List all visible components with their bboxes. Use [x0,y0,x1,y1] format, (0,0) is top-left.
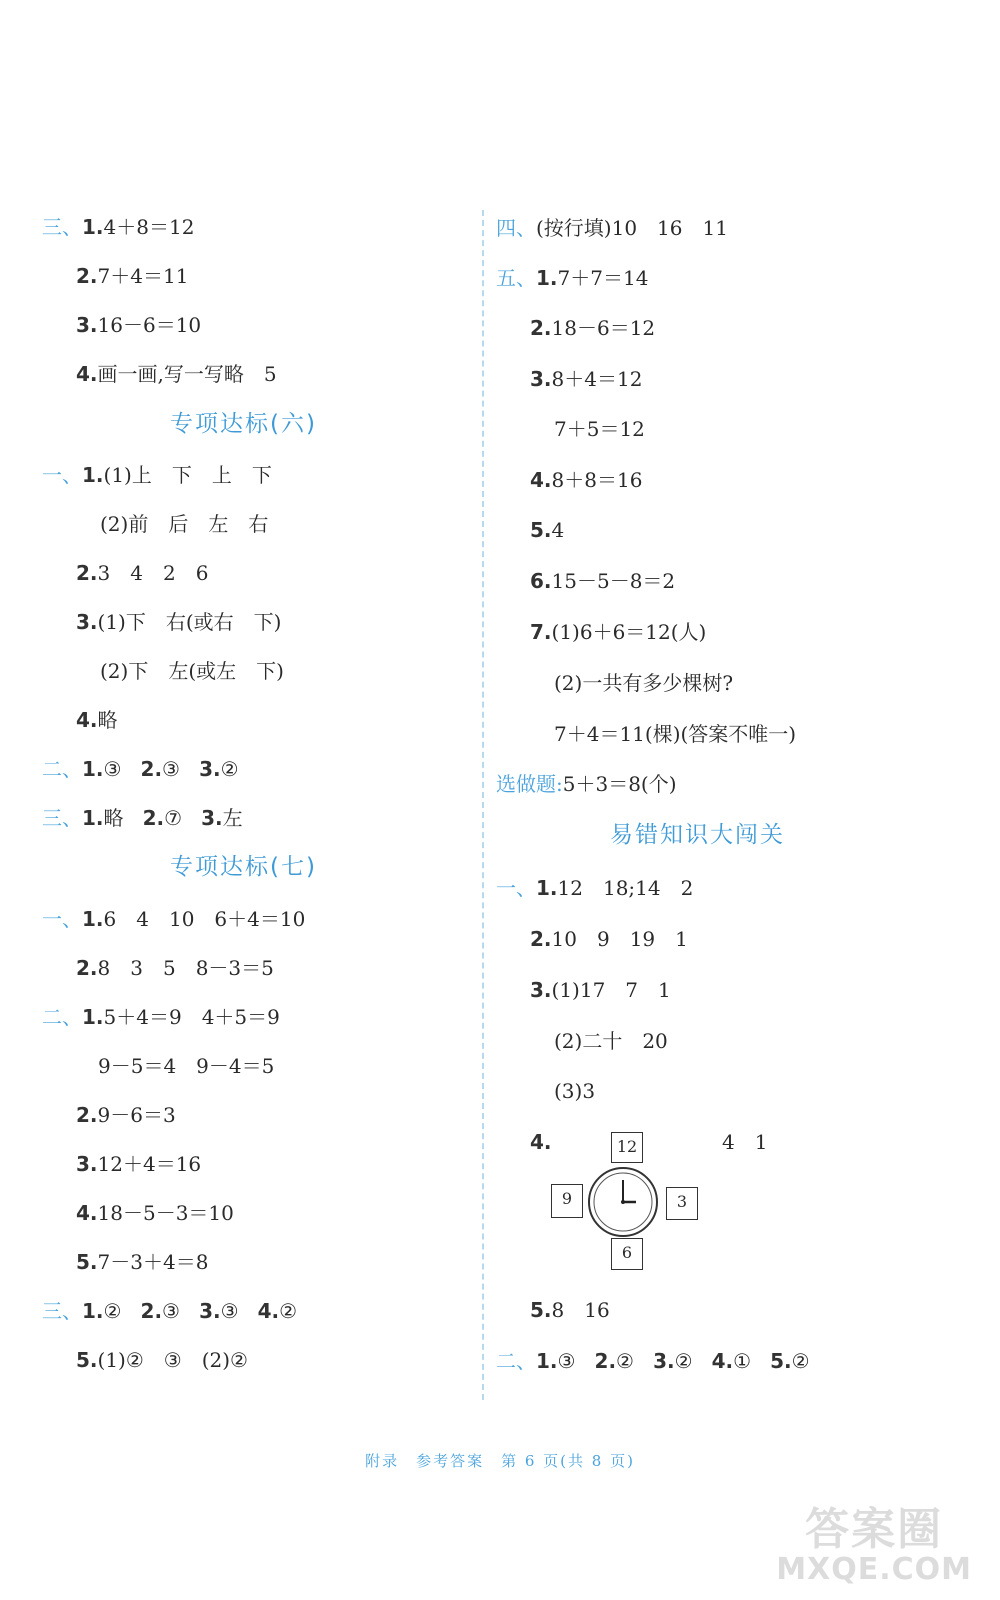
answer-text: 12＋4＝16 [97,1152,202,1176]
answer-line [530,518,564,542]
item-number: 3. [199,757,221,781]
answer-text: ② [103,1299,122,1323]
item-number: 1. [536,1349,558,1373]
clock-label-9: 9 [551,1184,583,1218]
answer-line [76,1152,201,1176]
item-number: 3. [76,1152,98,1176]
item-number: 6. [530,569,552,593]
item-number: 2. [594,1349,617,1373]
answer-text: ② [791,1349,810,1373]
answer-line [530,367,642,391]
answer-text: ② [279,1299,298,1323]
answer-line [530,927,688,951]
answer-line: (2)前 后 左 右 [100,512,269,536]
answer-text: 15－5－8＝2 [551,569,676,593]
item-number: 1. [536,266,558,290]
section-title: 专项达标(七) [170,854,317,880]
section-mark: 五、 [496,266,536,290]
section-mark: 一、 [496,876,536,900]
answer-line: (3)3 [554,1079,596,1103]
answer-line [530,1298,610,1322]
answer-line [530,1130,552,1154]
answer-line [496,876,693,900]
item-number: 4. [76,362,98,386]
item-number: 1. [82,907,104,931]
answer-text: 3 4 2 6 [97,561,209,585]
section-mark: 二、 [42,757,82,781]
answer-text: 7＋7＝14 [557,266,649,290]
answer-text: ③ [103,757,122,781]
answer-text: 4＋8＝12 [103,215,195,239]
answer-line [42,1005,280,1029]
section-title: 易错知识大闯关 [610,822,785,848]
answer-line: 7＋4＝11(棵)(答案不唯一) [554,722,797,746]
answer-line [530,978,671,1002]
column-divider [482,210,484,1400]
answer-line [76,264,188,288]
answer-text: 5＋4＝9 4＋5＝9 [103,1005,280,1029]
answer-text: 7－3＋4＝8 [97,1250,209,1274]
answer-line [530,569,675,593]
item-number: 2. [140,757,163,781]
item-number: 4. [257,1299,280,1323]
answer-line [42,1299,297,1323]
section-mark: 二、 [496,1349,536,1373]
answer-text: 5＋3＝8(个) [562,772,677,796]
answer-line [76,708,118,732]
section-mark: 三、 [42,215,82,239]
item-number: 5. [76,1250,98,1274]
answer-text: 10 9 19 1 [551,927,688,951]
answer-text: (按行填)10 16 11 [536,216,728,240]
section-title: 专项达标(六) [170,411,317,437]
item-number: 2. [142,806,165,830]
answer-text: (1)17 7 1 [551,978,671,1002]
item-number: 1. [82,215,104,239]
item-number: 1. [82,1005,104,1029]
item-number: 7. [530,620,552,644]
answer-text: 略 [97,708,118,732]
watermark-url: MXQE.COM [776,1552,972,1587]
item-number: 2. [76,264,98,288]
answer-line [42,806,243,830]
answer-text: ② [616,1349,634,1373]
answer-text: 16－6＝10 [97,313,202,337]
item-number: 2. [76,1103,98,1127]
watermark-logo [776,1506,972,1586]
answer-line [76,1250,208,1274]
answer-text: ③ [557,1349,576,1373]
answer-line [76,561,208,585]
answer-text: 7＋4＝11 [97,264,189,288]
answer-text: 左 [222,806,243,830]
answer-line [76,610,281,634]
item-number: 2. [76,561,98,585]
item-number: 3. [199,1299,221,1323]
answer-text: 18－6＝12 [551,316,656,340]
answer-text: ③ [162,1299,180,1323]
clock-label-6: 6 [611,1238,643,1270]
section-mark: 三、 [42,1299,82,1323]
item-number: 5. [530,518,552,542]
answer-text: 12 18;14 2 [557,876,694,900]
answer-line [496,772,677,796]
answer-text: ① [733,1349,752,1373]
section-mark: 二、 [42,1005,82,1029]
item-number: 3. [653,1349,675,1373]
answer-line [42,907,305,931]
answer-text: (1)上 下 上 下 [103,463,272,487]
answer-text: ② [674,1349,693,1373]
item-number: 1. [82,757,104,781]
answer-line [76,1348,248,1372]
item-number: 2. [76,956,98,980]
item-number: 3. [201,806,223,830]
item-number: 5. [530,1298,552,1322]
answer-line: 9－5＝4 9－4＝5 [98,1054,275,1078]
answer-text: 6 4 10 6＋4＝10 [103,907,306,931]
answer-line [76,362,277,386]
section-mark: 一、 [42,463,82,487]
answer-text: (1)② ③ (2)② [97,1348,248,1372]
answer-text: 画一画,写一写略 5 [97,362,277,386]
item-number: 5. [76,1348,98,1372]
item-number: 3. [530,978,552,1002]
page-footer: 附录 参考答案 第 6 页(共 8 页) [365,1452,635,1470]
item-number: 3. [76,610,98,634]
answer-line [76,1103,176,1127]
answer-text: 4 1 [722,1130,768,1154]
watermark-text: 答案圈 [805,1504,944,1555]
item-number: 3. [76,313,98,337]
answer-line [42,215,194,239]
answer-line [496,216,728,240]
answer-line [496,1349,810,1373]
answer-text: 4 [551,518,565,542]
answer-text: 略 [103,806,124,830]
answer-text: 8＋8＝16 [551,468,643,492]
answer-line [42,757,239,781]
answer-text: 8＋4＝12 [551,367,643,391]
item-number: 2. [530,927,552,951]
item-number: 1. [82,463,104,487]
answer-line: (2)下 左(或左 下) [100,659,284,683]
clock-label-3: 3 [666,1187,698,1220]
item-number: 4. [76,708,98,732]
item-number: 1. [536,876,558,900]
answer-line [530,620,706,644]
answer-line [76,1201,234,1225]
item-number: 3. [530,367,552,391]
clock-label-12: 12 [611,1132,643,1163]
answer-line: (2)二十 20 [554,1029,668,1053]
item-number: 1. [82,806,104,830]
answer-text: ③ [162,757,180,781]
answer-text: ③ [220,1299,239,1323]
answer-text: ② [220,757,239,781]
answer-text: 9－6＝3 [97,1103,176,1127]
answer-line: 7＋5＝12 [554,417,645,441]
answer-line [76,313,201,337]
section-mark: 四、 [496,216,536,240]
answer-text: ⑦ [164,806,183,830]
item-number: 4. [530,1130,552,1154]
answer-text: (1)下 右(或右 下) [97,610,282,634]
answer-line [42,463,272,487]
item-number: 5. [770,1349,792,1373]
optional-label: 选做题: [496,772,563,796]
section-mark: 三、 [42,806,82,830]
answer-text: 8 16 [551,1298,610,1322]
item-number: 2. [140,1299,163,1323]
answer-text: 8 3 5 8－3＝5 [97,956,274,980]
item-number: 1. [82,1299,104,1323]
clock-icon [587,1166,659,1238]
item-number: 4. [530,468,552,492]
answer-line [496,266,648,290]
section-mark: 一、 [42,907,82,931]
answer-text: 18－5－3＝10 [97,1201,234,1225]
answer-line [530,316,655,340]
item-number: 4. [711,1349,734,1373]
answer-line [76,956,274,980]
item-number: 2. [530,316,552,340]
answer-line: (2)一共有多少棵树? [554,671,734,695]
answer-line [530,468,642,492]
item-number: 4. [76,1201,98,1225]
answer-text: (1)6＋6＝12(人) [551,620,707,644]
